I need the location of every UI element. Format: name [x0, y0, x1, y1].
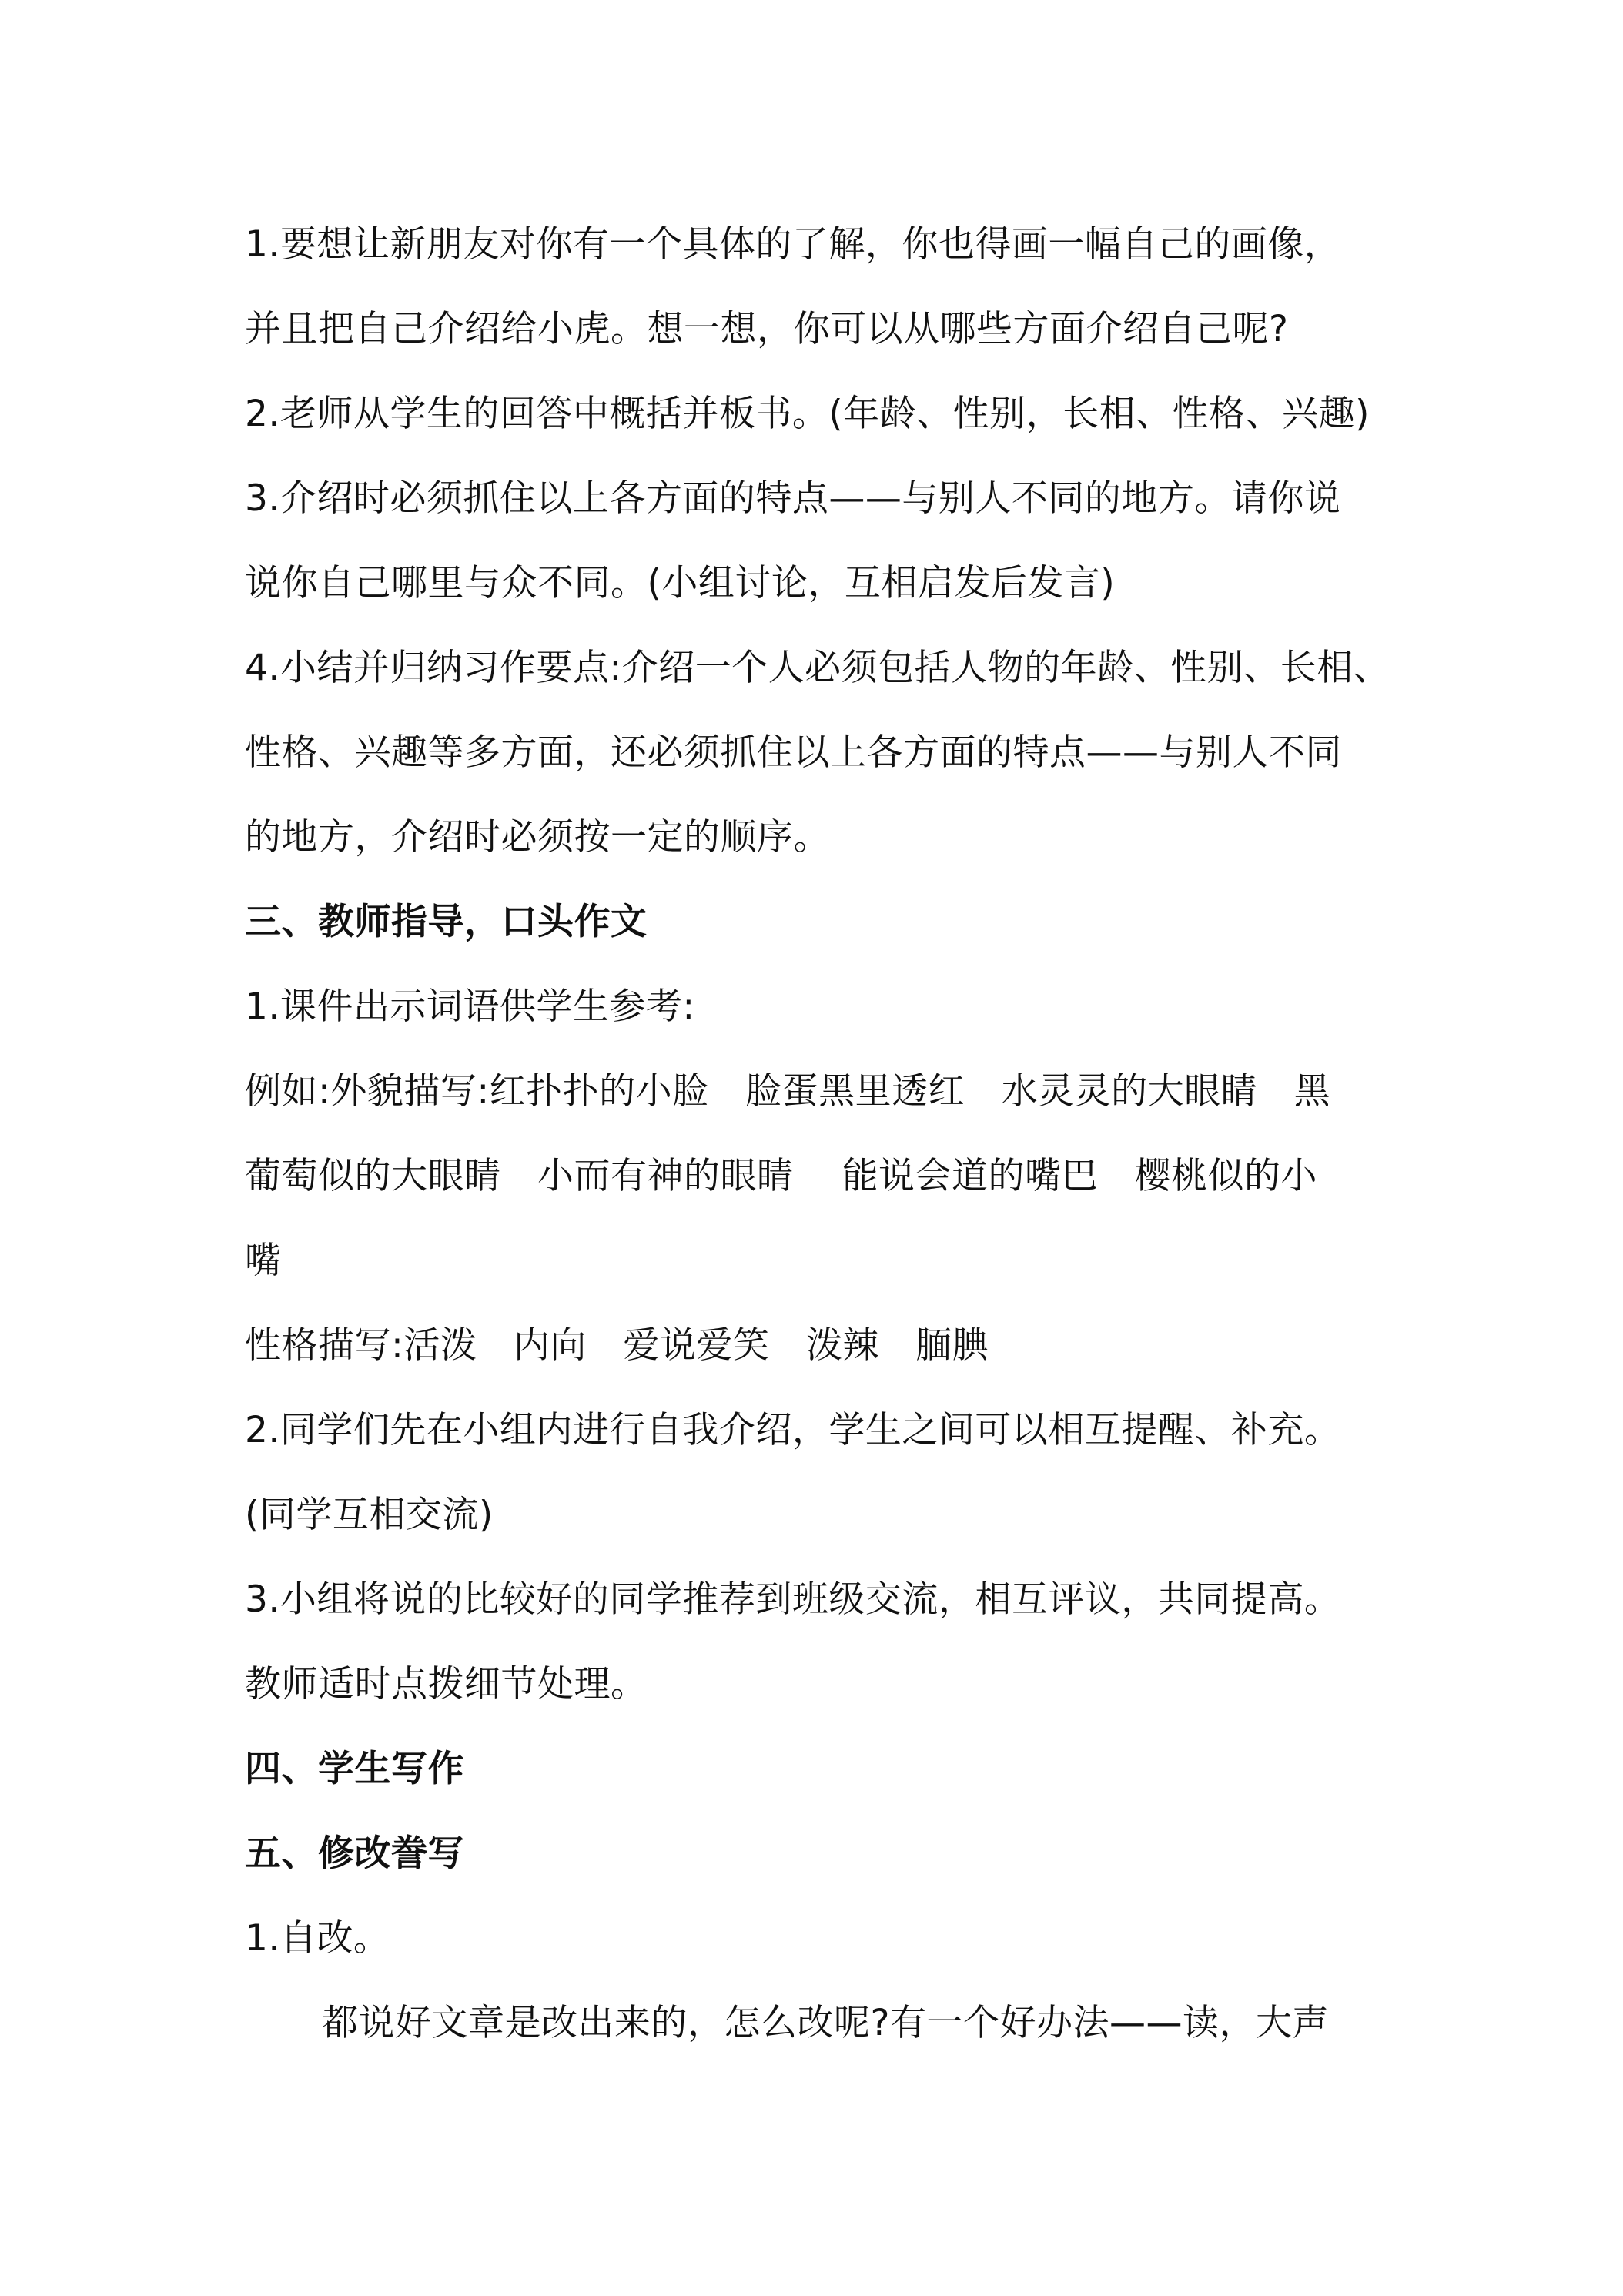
paragraph-line: 3.小组将说的比较好的同学推荐到班级交流，相互评议，共同提高。: [245, 1578, 1341, 1621]
paragraph-line: 性格描写:活泼 内向 爱说爱笑 泼辣 腼腆: [245, 1324, 989, 1367]
paragraph-line: 3.介绍时必须抓住以上各方面的特点——与别人不同的地方。请你说: [245, 477, 1341, 520]
paragraph-line: 4.小结并归纳习作要点:介绍一个人必须包括人物的年龄、性别、长相、: [245, 647, 1390, 689]
paragraph-line: 例如:外貌描写:红扑扑的小脸 脸蛋黑里透红 水灵灵的大眼睛 黑: [245, 1070, 1331, 1113]
paragraph-line: 都说好文章是改出来的，怎么改呢?有一个好办法——读，大声: [322, 2002, 1329, 2044]
paragraph-line: 葡萄似的大眼睛 小而有神的眼睛 能说会道的嘴巴 樱桃似的小: [245, 1155, 1317, 1197]
paragraph-line: 教师适时点拨细节处理。: [245, 1663, 648, 1705]
paragraph-line: 嘴: [245, 1240, 282, 1282]
paragraph-line: 2.同学们先在小组内进行自我介绍，学生之间可以相互提醒、补充。: [245, 1409, 1341, 1451]
paragraph-line: (同学互相交流): [245, 1494, 494, 1536]
section-heading: 四、学生写作: [245, 1748, 464, 1790]
paragraph-line: 并且把自己介绍给小虎。想一想，你可以从哪些方面介绍自己呢?: [245, 308, 1289, 350]
paragraph-line: 1.课件出示词语供学生参考:: [245, 986, 695, 1028]
paragraph-line: 1.要想让新朋友对你有一个具体的了解，你也得画一幅自己的画像，: [245, 223, 1341, 266]
paragraph-line: 性格、兴趣等多方面，还必须抓住以上各方面的特点——与别人不同: [245, 731, 1342, 774]
paragraph-line: 2.老师从学生的回答中概括并板书。(年龄、性别，长相、性格、兴趣): [245, 393, 1370, 435]
paragraph-line: 的地方，介绍时必须按一定的顺序。: [245, 816, 830, 858]
paragraph-line: 说你自己哪里与众不同。(小组讨论，互相启发后发言): [245, 562, 1116, 604]
section-heading: 五、修改誊写: [245, 1832, 464, 1875]
paragraph-line: 1.自改。: [245, 1917, 390, 1960]
section-heading: 三、教师指导，口头作文: [245, 901, 648, 943]
